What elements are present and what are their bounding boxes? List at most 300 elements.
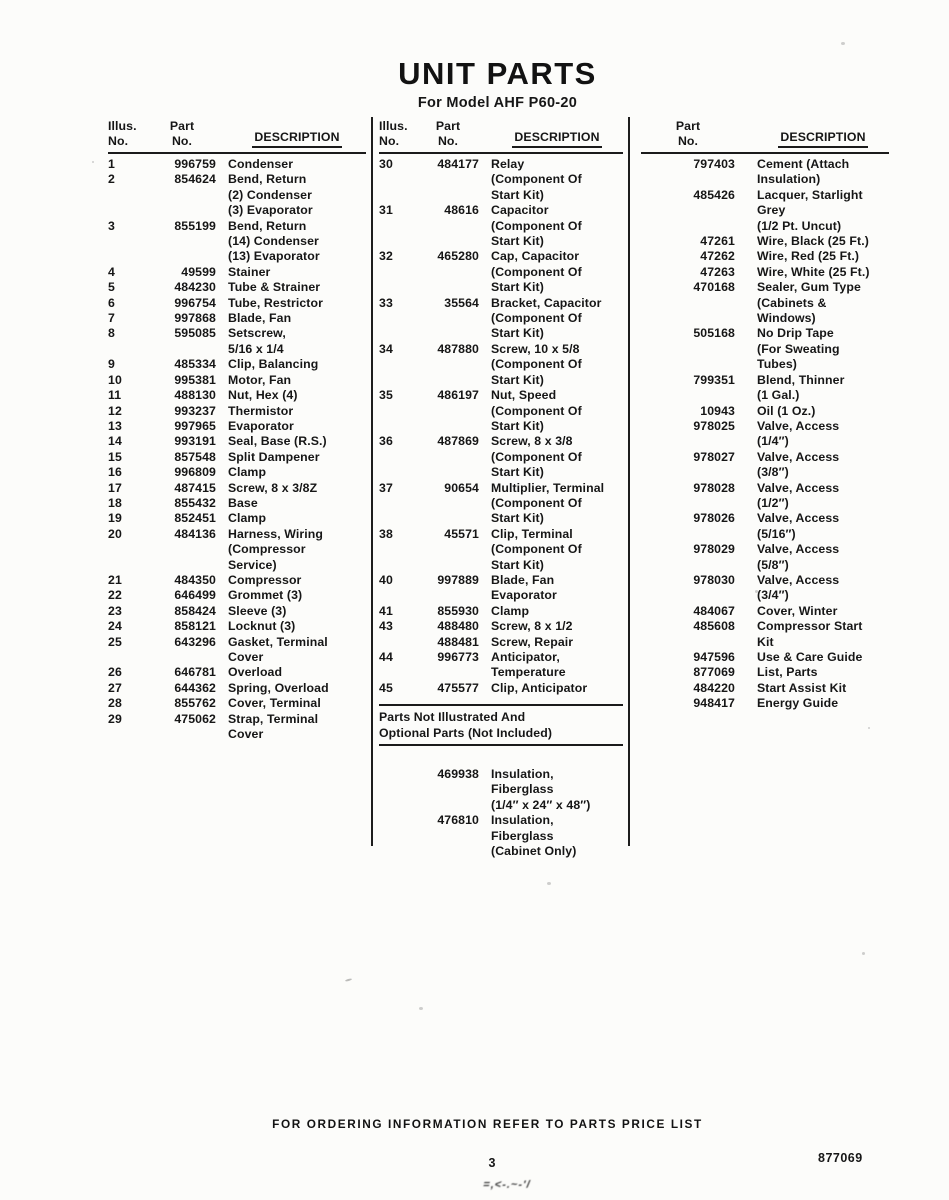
description-line: Stainer: [228, 264, 271, 279]
part-no-cell: 47261: [700, 234, 735, 249]
illus-no-cell: 3: [108, 218, 115, 233]
table-row: [641, 234, 889, 249]
parts-column-2: [379, 117, 623, 859]
part-no-cell: 505168: [693, 326, 735, 341]
description-cell: [228, 696, 366, 711]
table-row: [108, 219, 366, 265]
description-cell: [491, 604, 623, 619]
description-cell: [228, 280, 366, 295]
description-line: 5/16 x 1/4: [228, 341, 284, 356]
part-no-cell: 484136: [174, 526, 216, 541]
description-line: Start Kit): [491, 511, 544, 526]
description-cell: [757, 511, 889, 542]
illus-no-header: Illus. No.: [379, 119, 408, 148]
illus-no-cell: 31: [379, 203, 393, 218]
description-line: Blade, Fan: [228, 311, 292, 326]
description-line: (Component Of: [491, 311, 582, 326]
table-row: [108, 696, 366, 711]
table-row: [108, 511, 366, 526]
table-row: [108, 404, 366, 419]
description-cell: [228, 619, 366, 634]
scan-artifact: [862, 952, 865, 955]
part-no-cell: 857548: [174, 449, 216, 464]
title-block: [23, 56, 949, 111]
description-line: Screw, 8 x 3/8: [491, 434, 573, 449]
description-line: (5/8″): [757, 557, 789, 572]
column-1-header: [108, 117, 366, 154]
description-cell: [757, 696, 889, 711]
table-row: [108, 573, 366, 588]
table-row: [641, 419, 889, 450]
part-no-cell: 855762: [174, 696, 216, 711]
description-line: Start Kit): [491, 326, 544, 341]
description-cell: [228, 326, 366, 357]
description-line: Wire, Black (25 Ft.): [757, 234, 869, 249]
parts-column-1: [108, 117, 366, 742]
description-line: Bend, Return: [228, 218, 307, 233]
illus-no-cell: 27: [108, 680, 122, 695]
description-line: Start Kit): [491, 557, 544, 572]
description-cell: [757, 573, 889, 604]
column-2-extra-rows: [379, 764, 623, 859]
illus-no-cell: 37: [379, 480, 393, 495]
description-line: Harness, Wiring: [228, 526, 324, 541]
description-line: Fiberglass: [491, 782, 554, 797]
table-row: [108, 604, 366, 619]
table-row: [641, 280, 889, 326]
part-no-cell: 49599: [181, 264, 216, 279]
table-row: [108, 496, 366, 511]
description-cell: [491, 481, 623, 527]
description-line: Insulation,: [491, 767, 554, 782]
part-no-cell: 877069: [693, 665, 735, 680]
illus-no-cell: 15: [108, 449, 122, 464]
description-cell: [228, 681, 366, 696]
description-line: (Compressor: [228, 542, 306, 557]
illus-no-cell: 25: [108, 634, 122, 649]
illus-no-cell: 23: [108, 603, 122, 618]
description-line: Cover: [228, 727, 264, 742]
description-line: (3/8″): [757, 465, 789, 480]
description-line: Sleeve (3): [228, 603, 287, 618]
illus-no-cell: 4: [108, 264, 115, 279]
illus-no-cell: 30: [379, 157, 393, 171]
part-no-cell: 485426: [693, 187, 735, 202]
description-cell: [228, 388, 366, 403]
description-line: Capacitor: [491, 203, 549, 218]
description-line: Overload: [228, 665, 283, 680]
illus-no-cell: 10: [108, 372, 122, 387]
table-row: [108, 635, 366, 666]
table-row: [108, 419, 366, 434]
description-line: Start Kit): [491, 465, 544, 480]
description-line: Compressor Start: [757, 619, 863, 634]
description-line: (1/2 Pt. Uncut): [757, 218, 842, 233]
description-cell: [228, 635, 366, 666]
illus-no-cell: 44: [379, 650, 393, 664]
description-cell: [491, 342, 623, 388]
description-cell: [228, 434, 366, 449]
description-line: Clip, Anticipator: [491, 680, 588, 695]
description-cell: [491, 681, 623, 696]
description-cell: [491, 157, 623, 203]
part-no-cell: 947596: [693, 650, 735, 664]
description-line: Cover: [228, 650, 264, 664]
illus-no-cell: 38: [379, 526, 393, 541]
description-line: Kit: [757, 634, 774, 649]
description-cell: [228, 481, 366, 496]
description-line: Screw, 8 x 1/2: [491, 619, 573, 634]
illus-no-cell: 43: [379, 619, 393, 634]
part-no-cell: 488130: [174, 388, 216, 403]
page-title: UNIT PARTS: [398, 56, 597, 91]
part-no-cell: 855432: [174, 495, 216, 510]
illus-no-header: Illus. No.: [108, 119, 137, 148]
table-row: [379, 157, 623, 203]
description-line: Start Kit): [491, 280, 544, 295]
description-line: (Component Of: [491, 264, 582, 279]
description-line: Valve, Access: [757, 542, 840, 557]
description-line: (1/2″): [757, 495, 789, 510]
part-no-cell: 487880: [437, 341, 479, 356]
document-number: 877069: [818, 1151, 863, 1165]
part-no-cell: 643296: [174, 634, 216, 649]
description-line: Spring, Overload: [228, 680, 329, 695]
description-cell: [491, 388, 623, 434]
description-cell: [228, 219, 366, 265]
description-line: Cap, Capacitor: [491, 249, 580, 264]
description-line: (1 Gal.): [757, 388, 800, 403]
part-no-cell: 948417: [693, 696, 735, 711]
part-no-cell: 996773: [437, 650, 479, 664]
illus-no-cell: 6: [108, 295, 115, 310]
description-cell: [491, 767, 623, 813]
table-row: [379, 203, 623, 249]
description-cell: [491, 527, 623, 573]
part-no-cell: 854624: [174, 172, 216, 187]
print-artifact: =,<-.~-'/: [482, 1179, 532, 1191]
part-no-cell: 470168: [693, 280, 735, 295]
description-line: Anticipator,: [491, 650, 560, 664]
description-line: Start Kit): [491, 372, 544, 387]
illus-no-cell: 14: [108, 434, 122, 449]
part-no-cell: 469938: [437, 767, 479, 782]
table-row: [641, 650, 889, 665]
table-row: [641, 188, 889, 234]
description-line: Start Kit): [491, 187, 544, 202]
table-row: [641, 481, 889, 512]
description-cell: [228, 373, 366, 388]
description-cell: [228, 404, 366, 419]
description-cell: [228, 157, 366, 172]
description-cell: [228, 265, 366, 280]
illus-no-cell: 45: [379, 680, 393, 695]
part-no-cell: 646499: [174, 588, 216, 603]
table-row: [379, 635, 623, 650]
description-cell: [757, 280, 889, 326]
table-row: [108, 265, 366, 280]
part-no-cell: 855199: [174, 218, 216, 233]
table-row: [379, 813, 623, 859]
description-line: Fiberglass: [491, 828, 554, 843]
description-line: (3/4″): [757, 588, 789, 603]
table-row: [108, 157, 366, 172]
description-cell: [757, 265, 889, 280]
description-line: Lacquer, Starlight: [757, 187, 863, 202]
description-cell: [228, 712, 366, 743]
scan-artifact: [755, 590, 758, 593]
part-no-cell: 35564: [444, 295, 479, 310]
description-cell: [228, 665, 366, 680]
description-line: Cover, Winter: [757, 603, 838, 618]
description-cell: [228, 588, 366, 603]
illus-no-cell: 8: [108, 326, 115, 341]
description-cell: [491, 650, 623, 681]
description-line: Bracket, Capacitor: [491, 295, 602, 310]
description-line: Evaporator: [491, 588, 557, 603]
table-row: [108, 311, 366, 326]
illus-no-cell: 32: [379, 249, 393, 264]
description-line: Start Kit): [491, 234, 544, 249]
table-row: [379, 681, 623, 696]
description-line: Windows): [757, 311, 816, 326]
part-no-cell: 486197: [437, 388, 479, 403]
description-line: Energy Guide: [757, 696, 839, 711]
part-no-cell: 484177: [437, 157, 479, 171]
description-line: Nut, Speed: [491, 388, 557, 403]
part-no-cell: 484220: [693, 680, 735, 695]
table-row: [108, 388, 366, 403]
description-cell: [228, 465, 366, 480]
illus-no-cell: 26: [108, 665, 122, 680]
description-line: Start Assist Kit: [757, 680, 847, 695]
description-line: Valve, Access: [757, 418, 840, 433]
part-no-cell: 488480: [437, 619, 479, 634]
illus-no-cell: 13: [108, 418, 122, 433]
description-line: Clip, Balancing: [228, 357, 319, 372]
illus-no-cell: 41: [379, 603, 393, 618]
column-divider: [371, 117, 373, 846]
part-no-cell: 475577: [437, 680, 479, 695]
part-no-cell: 475062: [174, 711, 216, 726]
description-line: Screw, 10 x 5/8: [491, 341, 580, 356]
description-cell: [757, 157, 889, 188]
description-line: Motor, Fan: [228, 372, 292, 387]
table-row: [641, 265, 889, 280]
description-line: Strap, Terminal: [228, 711, 319, 726]
table-row: [108, 712, 366, 743]
description-line: Clamp: [228, 465, 267, 480]
description-cell: [491, 573, 623, 604]
ordering-information-note: FOR ORDERING INFORMATION REFER TO PARTS PRICE LIST: [272, 1117, 703, 1131]
part-no-cell: 978029: [693, 542, 735, 557]
description-cell: [228, 604, 366, 619]
description-line: (3) Evaporator: [228, 203, 313, 218]
illus-no-cell: 34: [379, 341, 393, 356]
table-row: [379, 767, 623, 813]
description-line: Multiplier, Terminal: [491, 480, 605, 495]
part-no-cell: 996754: [174, 295, 216, 310]
table-row: [108, 527, 366, 573]
scan-artifact: [547, 882, 551, 885]
description-line: (Cabinets &: [757, 295, 827, 310]
description-line: Clip, Terminal: [491, 526, 573, 541]
description-line: (14) Condenser: [228, 234, 319, 249]
description-line: Relay: [491, 157, 525, 171]
description-cell: [757, 188, 889, 234]
part-no-cell: 484067: [693, 603, 735, 618]
table-row: [379, 619, 623, 634]
description-line: Clamp: [228, 511, 267, 526]
part-no-cell: 993237: [174, 403, 216, 418]
description-cell: [757, 373, 889, 404]
illus-no-cell: 12: [108, 403, 122, 418]
column-2-header: [379, 117, 623, 154]
description-cell: [757, 419, 889, 450]
description-cell: [757, 542, 889, 573]
scan-artifact: [345, 978, 352, 982]
description-line: Screw, 8 x 3/8Z: [228, 480, 318, 495]
part-no-cell: 978030: [693, 572, 735, 587]
description-cell: [228, 172, 366, 218]
illus-no-cell: 33: [379, 295, 393, 310]
part-no-cell: 996809: [174, 465, 216, 480]
part-no-cell: 485334: [174, 357, 216, 372]
description-cell: [228, 573, 366, 588]
table-row: [379, 650, 623, 681]
description-line: List, Parts: [757, 665, 818, 680]
part-no-cell: 996759: [174, 157, 216, 171]
illus-no-cell: 7: [108, 311, 115, 326]
column-3-rows: [641, 154, 889, 712]
part-no-cell: 978025: [693, 418, 735, 433]
column-3-header: [641, 117, 889, 154]
illus-no-cell: 24: [108, 619, 122, 634]
table-row: [641, 249, 889, 264]
part-no-cell: 465280: [437, 249, 479, 264]
description-header: DESCRIPTION: [512, 130, 601, 148]
description-line: (For Sweating: [757, 341, 840, 356]
table-row: [108, 465, 366, 480]
description-cell: [228, 296, 366, 311]
table-row: [379, 342, 623, 388]
description-line: Start Kit): [491, 418, 544, 433]
description-line: Sealer, Gum Type: [757, 280, 861, 295]
description-header: DESCRIPTION: [252, 130, 341, 148]
part-no-cell: 978027: [693, 449, 735, 464]
table-row: [641, 681, 889, 696]
description-line: Cement (Attach: [757, 157, 850, 171]
illus-no-cell: 20: [108, 526, 122, 541]
part-no-cell: 476810: [437, 813, 479, 828]
illus-no-cell: 1: [108, 157, 115, 171]
description-line: (Component Of: [491, 542, 582, 557]
illus-no-cell: 19: [108, 511, 122, 526]
part-no-cell: 595085: [174, 326, 216, 341]
description-line: (Component Of: [491, 357, 582, 372]
part-no-cell: 484350: [174, 572, 216, 587]
section-heading-not-illustrated: Parts Not Illustrated And Optional Parts (Not Included): [379, 704, 623, 746]
description-cell: [228, 419, 366, 434]
illus-no-cell: 16: [108, 465, 122, 480]
part-no-cell: 487415: [174, 480, 216, 495]
table-row: [108, 296, 366, 311]
table-row: [379, 249, 623, 295]
description-line: Tube & Strainer: [228, 280, 321, 295]
illus-no-cell: 11: [108, 388, 122, 403]
illus-no-cell: 28: [108, 696, 122, 711]
part-no-cell: 855930: [437, 603, 479, 618]
part-no-cell: 646781: [174, 665, 216, 680]
part-no-cell: 90654: [444, 480, 479, 495]
table-row: [641, 404, 889, 419]
description-line: Blend, Thinner: [757, 372, 845, 387]
description-line: Insulation): [757, 172, 821, 187]
description-line: Valve, Access: [757, 572, 840, 587]
part-no-cell: 487869: [437, 434, 479, 449]
part-no-header: Part No.: [435, 119, 461, 148]
description-line: (Component Of: [491, 403, 582, 418]
illus-no-cell: 36: [379, 434, 393, 449]
part-no-cell: 852451: [174, 511, 216, 526]
description-cell: [757, 234, 889, 249]
description-line: Clamp: [491, 603, 530, 618]
description-cell: [757, 604, 889, 619]
table-row: [108, 434, 366, 449]
table-row: [641, 604, 889, 619]
description-line: (Component Of: [491, 449, 582, 464]
description-cell: [228, 496, 366, 511]
part-no-cell: 484230: [174, 280, 216, 295]
description-line: Gasket, Terminal: [228, 634, 328, 649]
description-line: Split Dampener: [228, 449, 320, 464]
description-cell: [757, 619, 889, 650]
table-row: [379, 296, 623, 342]
table-row: [108, 326, 366, 357]
description-cell: [491, 249, 623, 295]
part-no-cell: 997889: [437, 572, 479, 587]
description-cell: [228, 450, 366, 465]
table-row: [379, 388, 623, 434]
description-cell: [757, 249, 889, 264]
table-row: [108, 665, 366, 680]
description-line: Screw, Repair: [491, 634, 574, 649]
column-2-rows: [379, 154, 623, 696]
table-row: [108, 481, 366, 496]
description-line: Seal, Base (R.S.): [228, 434, 327, 449]
description-cell: [757, 665, 889, 680]
table-row: [379, 527, 623, 573]
table-row: [641, 373, 889, 404]
table-row: [108, 619, 366, 634]
illus-no-cell: 2: [108, 172, 115, 187]
description-cell: [491, 619, 623, 634]
description-line: Grey: [757, 203, 786, 218]
part-no-cell: 644362: [174, 680, 216, 695]
description-cell: [228, 527, 366, 573]
table-row: [641, 573, 889, 604]
description-line: Wire, White (25 Ft.): [757, 264, 870, 279]
description-cell: [228, 311, 366, 326]
description-line: Valve, Access: [757, 511, 840, 526]
description-line: (Component Of: [491, 495, 582, 510]
description-line: (Cabinet Only): [491, 844, 577, 859]
part-no-cell: 45571: [444, 526, 479, 541]
table-row: [641, 450, 889, 481]
description-line: Oil (1 Oz.): [757, 403, 816, 418]
illus-no-cell: 21: [108, 572, 122, 587]
scan-artifact: [419, 1007, 423, 1010]
